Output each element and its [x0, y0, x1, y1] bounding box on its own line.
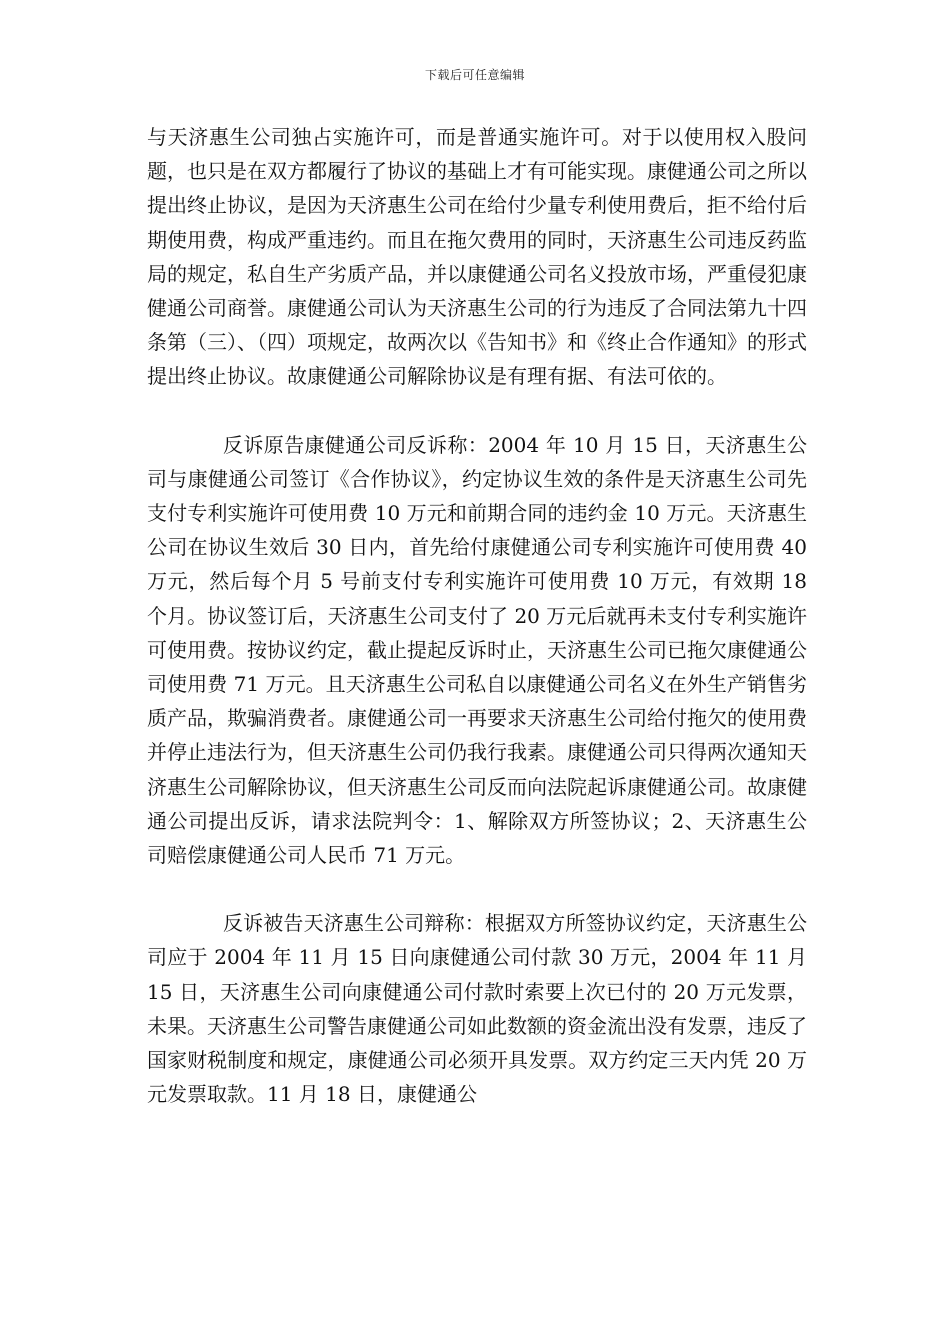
- paragraph-counterclaim: 反诉原告康健通公司反诉称：2004 年 10 月 15 日，天济惠生公司与康健通公司签订《合作协议》，约定协议生效的条件是天济惠生公司先支付专利实施许可使用费 10 万元和前期合同的违约金 10 万元。天济惠生公司在协议生效后 30 日内，首先给付康健通公司专利实施许可使用费 40 万元，然后每个月 5 号前支付专利实施许可使用费 10 万元，有效期 18 个月。协议签订后，天济惠生公司支付了 20 万元后就再未支付专利实施许可使用费。按协议约定，截止提起反诉时止，天济惠生公司已拖欠康健通公司使用费 71 万元。且天济惠生公司私自以康健通公司名义在外生产销售劣质产品，欺骗消费者。康健通公司一再要求天济惠生公司给付拖欠的使用费并停止违法行为，但天济惠生公司仍我行我素。康健通公司只得两次通知天济惠生公司解除协议，但天济惠生公司反而向法院起诉康健通公司。故康健通公司提出反诉，请求法院判令：1、解除双方所签协议；2、天济惠生公司赔偿康健通公司人民币 71 万元。: [147, 432, 807, 868]
- page-header: 下载后可任意编辑: [424, 68, 525, 82]
- paragraph-counterclaim-defense: 反诉被告天济惠生公司辩称：根据双方所签协议约定，天济惠生公司应于 2004 年 11 月 15 日向康健通公司付款 30 万元，2004 年 11 月 15 日，天济惠生公司向康健通公司付款时索要上次已付的 20 万元发票，未果。天济惠生公司警告康健通公司如此数额的资金流出没有发票，违反了国家财税制度和规定，康健通公司必须开具发票。双方约定三天内凭 20 万元发票取款。11 月 18 日，康健通公: [147, 911, 807, 1107]
- document-body: [147, 120, 807, 1111]
- paragraph-defense-continuation: 与天济惠生公司独占实施许可，而是普通实施许可。对于以使用权入股问题，也只是在双方都履行了协议的基础上才有可能实现。康健通公司之所以提出终止协议，是因为天济惠生公司在给付少量专利使用费后，拒不给付后期使用费，构成严重违约。而且在拖欠费用的同时，天济惠生公司违反药监局的规定，私自生产劣质产品，并以康健通公司名义投放市场，严重侵犯康健通公司商誉。康健通公司认为天济惠生公司的行为违反了合同法第九十四条第（三）、（四）项规定，故两次以《告知书》和《终止合作通知》的形式提出终止协议。故康健通公司解除协议是有理有据、有法可依的。: [147, 125, 807, 389]
